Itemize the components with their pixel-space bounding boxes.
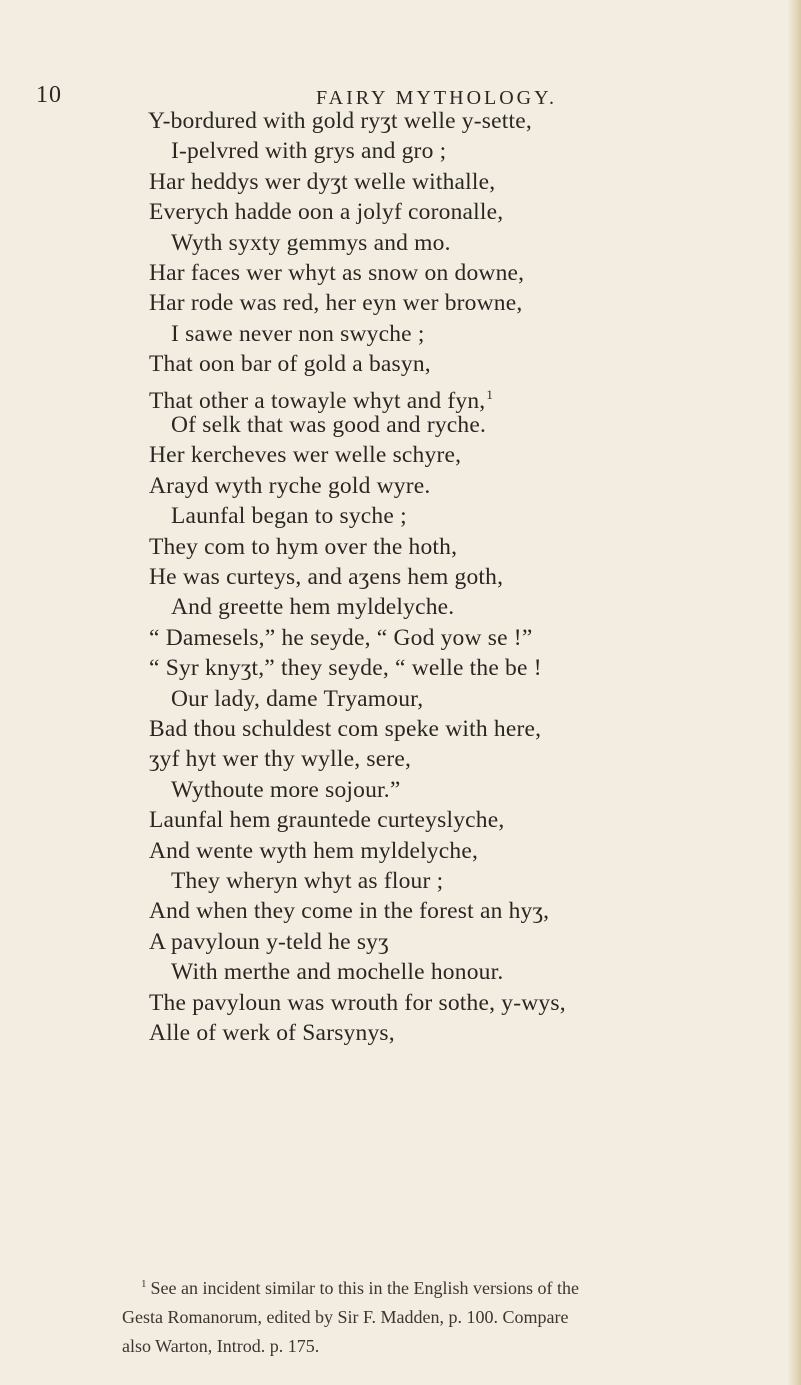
poem-line: Alle of werk of Sarsynys, [149, 1020, 395, 1046]
poem-line: With merthe and mochelle honour. [171, 959, 504, 986]
poem-line: Har faces wer whyt as snow on downe, [149, 260, 525, 286]
footnote [122, 1270, 786, 1361]
footnote-line: also Warton, Introd. p. 175. [122, 1336, 320, 1356]
poem-line: I sawe never non swyche ; [171, 320, 425, 347]
poem-line: Arayd wyth ryche gold wyre. [149, 472, 431, 499]
poem-line: They wheryn whyt as flour ; [171, 868, 444, 894]
poem-line: Y-bordured with gold ryʒt welle y-sette, [148, 108, 532, 134]
poem-line: Everych hadde oon a jolyf coronalle, [149, 199, 504, 226]
poem-line: ʒyf hyt wer thy wylle, sere, [149, 746, 412, 773]
footnote-reference[interactable]: 1 [486, 386, 494, 402]
poem-line: Launfal hem grauntede curteyslyche, [149, 807, 505, 834]
poem-line: “ Syr knyʒt,” they seyde, “ welle the be ! [149, 655, 542, 682]
poem-line: Of selk that was good and ryche. [171, 412, 487, 438]
poem-line: “ Damesels,” he seyde, “ God yow se !” [149, 624, 533, 651]
poem-line: Wyth syxty gemmys and mo. [171, 229, 451, 256]
poem-line: Launfal began to syche ; [171, 503, 407, 530]
page-number: 10 [36, 82, 62, 108]
footnote-line: Gesta Romanorum, edited by Sir F. Madden, p. 100. Compare [122, 1307, 569, 1327]
poem-line: Bad thou schuldest com speke with here, [149, 716, 542, 742]
poem-line: They com to hym over the hoth, [149, 533, 458, 560]
poem-line: Our lady, dame Tryamour, [171, 685, 424, 712]
footnote-line: $^1$ See an incident similar to this in the English versions of the [141, 1278, 579, 1298]
poem-line: The pavyloun was wrouth for sothe, y-wys, [149, 989, 566, 1016]
poem-line: And greette hem myldelyche. [171, 594, 455, 621]
page-edge-shadow [787, 0, 801, 1385]
poem-line: That oon bar of gold a basyn, [149, 351, 431, 378]
poem-line: And wente wyth hem myldelyche, [149, 837, 479, 864]
poem-line: And when they come in the forest an hyʒ, [149, 898, 550, 925]
poem-line: A pavyloun y-teld he syʒ [149, 928, 389, 955]
running-title: FAIRY MYTHOLOGY. [316, 87, 557, 109]
poem-line: Har heddys wer dyʒt welle withalle, [149, 168, 496, 195]
poem-line: Har rode was red, her eyn wer browne, [149, 290, 523, 317]
poem-line: Wythoute more sojour.” [171, 776, 401, 803]
poem-line: That other a towayle whyt and fyn,$^1$ [149, 386, 494, 414]
footnote-marker: 1 [141, 1278, 147, 1290]
poem-line: He was curteys, and aʒens hem goth, [149, 564, 504, 590]
poem-line: Her kercheves wer welle schyre, [149, 442, 462, 469]
poem-line: I-pelvred with grys and gro ; [171, 138, 447, 165]
